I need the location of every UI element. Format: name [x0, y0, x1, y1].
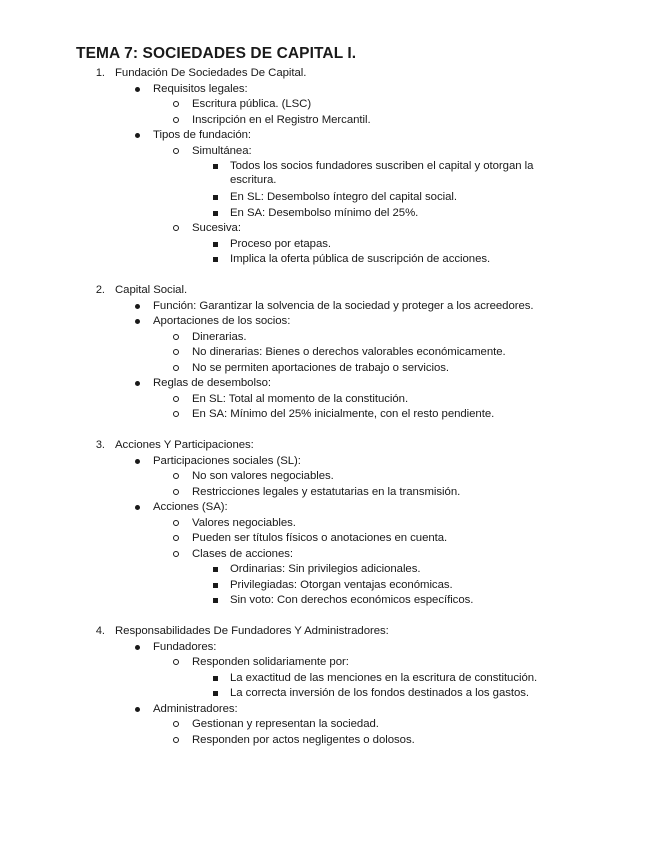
- subbullet-item: En SA: Mínimo del 25% inicialmente, con el resto pendiente.: [192, 408, 495, 420]
- bullet-disc-icon: [135, 376, 140, 390]
- bullet-item: Función: Garantizar la solvencia de la sociedad y proteger a los acreedores.: [153, 299, 534, 312]
- subbullet-item: Clases de acciones:: [192, 547, 293, 560]
- bullet-circle-icon: [173, 144, 179, 158]
- subsubbullet-item: Privilegiadas: Otorgan ventajas económicas.: [230, 578, 453, 591]
- section-heading: Responsabilidades De Fundadores Y Administradores:: [115, 625, 389, 637]
- section-number: 4.: [95, 625, 105, 637]
- subbullet-item: Simultánea:: [192, 144, 252, 157]
- bullet-square-icon: [213, 206, 218, 220]
- bullet-square-icon: [213, 190, 218, 204]
- section-heading: Acciones Y Participaciones:: [115, 439, 254, 451]
- bullet-disc-icon: [135, 702, 140, 716]
- bullet-circle-icon: [173, 221, 179, 235]
- bullet-circle-icon: [173, 547, 179, 561]
- bullet-item: Administradores:: [153, 702, 238, 715]
- bullet-item: Requisitos legales:: [153, 82, 248, 95]
- subsubbullet-item: La correcta inversión de los fondos destinados a los gastos.: [230, 687, 530, 699]
- bullet-square-icon: [213, 578, 218, 592]
- subbullet-item: Responden solidariamente por:: [192, 656, 349, 668]
- section-number: 3.: [95, 439, 105, 451]
- bullet-item: Participaciones sociales (SL):: [153, 454, 301, 467]
- bullet-circle-icon: [173, 407, 179, 421]
- bullet-square-icon: [213, 237, 218, 251]
- bullet-circle-icon: [173, 717, 179, 731]
- subsubbullet-item: Sin voto: Con derechos económicos específicos.: [230, 594, 474, 606]
- bullet-item: Acciones (SA):: [153, 501, 228, 513]
- bullet-circle-icon: [173, 330, 179, 344]
- document-title: TEMA 7: SOCIEDADES DE CAPITAL I.: [76, 45, 357, 62]
- subbullet-item: Gestionan y representan la sociedad.: [192, 718, 379, 730]
- section-number: 1.: [95, 67, 105, 79]
- subsubbullet-item: Implica la oferta pública de suscripción de acciones.: [230, 253, 491, 265]
- subbullet-item: Valores negociables.: [192, 516, 296, 529]
- subsubbullet-item: En SA: Desembolso mínimo del 25%.: [230, 206, 419, 219]
- bullet-disc-icon: [135, 82, 140, 96]
- bullet-square-icon: [213, 252, 218, 266]
- bullet-circle-icon: [173, 516, 179, 530]
- subbullet-item: No se permiten aportaciones de trabajo o servicios.: [192, 361, 450, 374]
- bullet-disc-icon: [135, 640, 140, 654]
- subsubbullet-item: En SL: Desembolso íntegro del capital social.: [230, 191, 457, 203]
- section-heading: Fundación De Sociedades De Capital.: [115, 67, 307, 79]
- subsubbullet-item: Ordinarias: Sin privilegios adicionales.: [230, 563, 421, 575]
- bullet-disc-icon: [135, 454, 140, 468]
- subbullet-item: Pueden ser títulos físicos o anotaciones en cuenta.: [192, 532, 448, 544]
- bullet-circle-icon: [173, 485, 179, 499]
- bullet-circle-icon: [173, 531, 179, 545]
- bullet-square-icon: [213, 686, 218, 700]
- subbullet-item: Sucesiva:: [192, 222, 241, 234]
- bullet-disc-icon: [135, 128, 140, 142]
- subbullet-item: Inscripción en el Registro Mercantil.: [192, 113, 371, 126]
- bullet-circle-icon: [173, 361, 179, 375]
- subbullet-item: Escritura pública. (LSC): [192, 98, 312, 110]
- subbullet-item: Dinerarias.: [192, 330, 247, 343]
- bullet-circle-icon: [173, 469, 179, 483]
- bullet-square-icon: [213, 593, 218, 607]
- bullet-square-icon: [213, 562, 218, 576]
- subsubbullet-item: La exactitud de las menciones en la escritura de constitución.: [230, 671, 538, 684]
- bullet-circle-icon: [173, 392, 179, 406]
- subbullet-item: Responden por actos negligentes o dolosos.: [192, 733, 415, 746]
- bullet-disc-icon: [135, 314, 140, 328]
- bullet-circle-icon: [173, 345, 179, 359]
- bullet-disc-icon: [135, 500, 140, 514]
- subbullet-item: Restricciones legales y estatutarias en la transmisión.: [192, 485, 461, 498]
- bullet-square-icon: [213, 159, 218, 173]
- subbullet-item: No dinerarias: Bienes o derechos valorables económicamente.: [192, 346, 506, 358]
- subsubbullet-item: Todos los socios fundadores suscriben el capital y otorgan la escritura.: [230, 160, 534, 186]
- bullet-item: Tipos de fundación:: [153, 129, 252, 141]
- subbullet-item: No son valores negociables.: [192, 470, 334, 482]
- subsubbullet-item: Proceso por etapas.: [230, 237, 331, 250]
- bullet-square-icon: [213, 671, 218, 685]
- bullet-disc-icon: [135, 299, 140, 313]
- section-number: 2.: [95, 284, 105, 296]
- bullet-circle-icon: [173, 733, 179, 747]
- subbullet-item: En SL: Total al momento de la constitución.: [192, 392, 409, 405]
- bullet-item: Fundadores:: [153, 640, 217, 653]
- section-heading: Capital Social.: [115, 284, 188, 296]
- bullet-circle-icon: [173, 113, 179, 127]
- bullet-item: Reglas de desembolso:: [153, 377, 271, 389]
- bullet-circle-icon: [173, 655, 179, 669]
- bullet-circle-icon: [173, 97, 179, 111]
- bullet-item: Aportaciones de los socios:: [153, 315, 291, 327]
